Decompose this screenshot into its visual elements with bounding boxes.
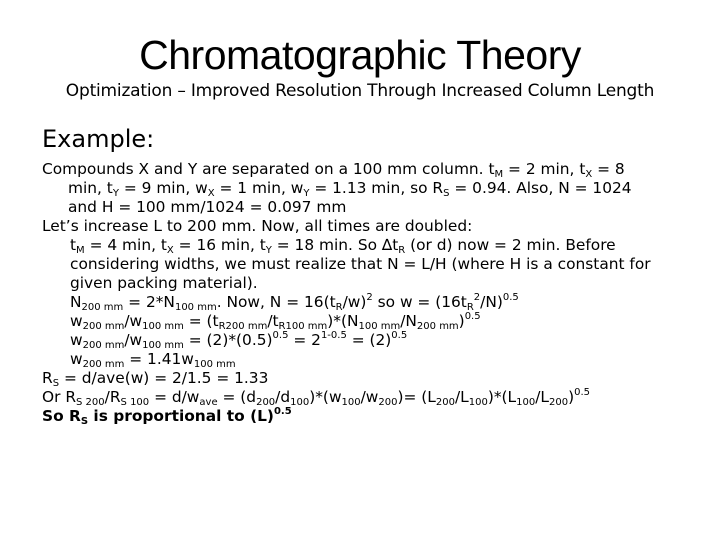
superscript: 0.5 bbox=[502, 292, 519, 303]
text-run: /w bbox=[124, 312, 143, 330]
text-run: = 2 bbox=[288, 331, 321, 349]
text-run: ) bbox=[568, 388, 575, 406]
text-run: = (d bbox=[217, 388, 257, 406]
superscript: 0.5 bbox=[391, 330, 408, 341]
text-run: . Now, N = 16(t bbox=[216, 293, 336, 311]
text-run: so w = (16t bbox=[372, 293, 467, 311]
subscript: 100 bbox=[468, 397, 488, 408]
slide-title: Chromatographic Theory bbox=[139, 32, 581, 78]
text-run: = 8 bbox=[592, 160, 625, 178]
text-run: /N bbox=[400, 312, 417, 330]
text-run: /R bbox=[104, 388, 121, 406]
superscript: 1-0.5 bbox=[320, 330, 347, 341]
text-run: = 2*N bbox=[123, 293, 175, 311]
text-run: /N) bbox=[480, 293, 503, 311]
superscript: 2 bbox=[366, 292, 373, 303]
superscript: 0.5 bbox=[272, 330, 289, 341]
text-run: min, t bbox=[68, 179, 113, 197]
text-run: /w bbox=[360, 388, 379, 406]
subscript: Y bbox=[303, 188, 310, 199]
text-run: N bbox=[70, 293, 82, 311]
text-run: )= (L bbox=[397, 388, 436, 406]
body-line bbox=[42, 312, 682, 331]
body-line bbox=[42, 274, 682, 293]
text-run: = (2) bbox=[346, 331, 392, 349]
subscript: 200 mm bbox=[82, 359, 125, 370]
text-run: /w) bbox=[342, 293, 367, 311]
text-run: t bbox=[70, 236, 77, 254]
subscript: M bbox=[494, 169, 504, 180]
text-run: w bbox=[70, 350, 83, 368]
body-line bbox=[42, 255, 682, 274]
text-run: = 16 min, t bbox=[173, 236, 266, 254]
text-run: is proportional to (L) bbox=[88, 407, 274, 425]
subscript: 100 mm bbox=[174, 302, 217, 313]
text-run: = 2 min, t bbox=[503, 160, 586, 178]
subscript: 100 mm bbox=[193, 359, 236, 370]
subscript: R200 mm bbox=[218, 321, 268, 332]
text-run: = 0.94. Also, N = 1024 bbox=[449, 179, 632, 197]
text-run: = 1.13 min, so R bbox=[309, 179, 444, 197]
text-run: /L bbox=[535, 388, 549, 406]
subscript: Y bbox=[265, 245, 272, 256]
body-line bbox=[42, 160, 682, 179]
text-run: = 9 min, w bbox=[118, 179, 208, 197]
text-run: Compounds X and Y are separated on a 100 mm column. t bbox=[42, 160, 495, 178]
subscript: R bbox=[466, 302, 474, 313]
text-run: /L bbox=[454, 388, 469, 406]
text-run: )*(w bbox=[309, 388, 342, 406]
superscript: 2 bbox=[473, 292, 481, 303]
text-run: = 4 min, t bbox=[84, 236, 167, 254]
text-run: considering widths, we must realize that N = L/H (where H is a constant for bbox=[70, 255, 651, 273]
subscript: 100 bbox=[516, 397, 536, 408]
subscript: R bbox=[398, 245, 406, 256]
text-run: = (2)*(0.5) bbox=[183, 331, 273, 349]
superscript: 0.5 bbox=[464, 311, 481, 322]
superscript: 0.5 bbox=[273, 406, 292, 417]
text-run: w bbox=[70, 331, 83, 349]
subscript: ave bbox=[199, 397, 218, 408]
subscript: S bbox=[443, 188, 450, 199]
superscript: 0.5 bbox=[574, 387, 590, 398]
subscript: S 100 bbox=[120, 397, 150, 408]
text-run: R bbox=[42, 369, 53, 387]
subscript: R100 mm bbox=[278, 321, 328, 332]
text-run: /t bbox=[267, 312, 279, 330]
body-line bbox=[42, 236, 682, 255]
subscript: 200 mm bbox=[82, 340, 125, 351]
subscript: X bbox=[585, 169, 593, 180]
subscript: 100 mm bbox=[142, 321, 184, 332]
text-run: Or R bbox=[42, 388, 77, 406]
body-line bbox=[42, 331, 682, 350]
text-run: /w bbox=[124, 331, 143, 349]
text-run: )*(N bbox=[327, 312, 359, 330]
example-body bbox=[42, 160, 682, 426]
text-run: So R bbox=[42, 407, 81, 425]
body-line bbox=[42, 369, 682, 388]
subscript: 100 mm bbox=[358, 321, 401, 332]
text-run: = 1 min, w bbox=[214, 179, 304, 197]
body-line bbox=[42, 217, 682, 236]
text-run: Let’s increase L to 200 mm. Now, all times are doubled: bbox=[42, 217, 473, 235]
example-heading: Example: bbox=[42, 125, 155, 153]
text-run: ) bbox=[458, 312, 465, 330]
text-run: = (t bbox=[183, 312, 219, 330]
text-run: = d/w bbox=[149, 388, 200, 406]
subscript: 100 mm bbox=[142, 340, 184, 351]
subscript: 200 bbox=[378, 397, 398, 408]
subscript: 200 mm bbox=[416, 321, 459, 332]
text-run: = 1.41w bbox=[124, 350, 194, 368]
text-run: w bbox=[70, 312, 83, 330]
body-line bbox=[42, 293, 682, 312]
subscript: X bbox=[207, 188, 215, 199]
slide-subtitle: Optimization – Improved Resolution Through Increased Column Length bbox=[65, 81, 655, 101]
text-run: )*(L bbox=[487, 388, 517, 406]
body-line bbox=[42, 179, 682, 198]
text-run: = 18 min. So ∆t bbox=[271, 236, 399, 254]
subscript: 200 mm bbox=[82, 321, 125, 332]
subscript: 100 bbox=[290, 397, 310, 408]
subscript: 100 bbox=[341, 397, 361, 408]
subscript: 200 mm bbox=[81, 302, 124, 313]
text-run: /d bbox=[275, 388, 291, 406]
text-run: given packing material). bbox=[70, 274, 258, 292]
subscript: 200 bbox=[435, 397, 455, 408]
subscript: S 200 bbox=[76, 397, 105, 408]
subscript: 200 bbox=[548, 397, 569, 408]
body-line bbox=[42, 198, 682, 217]
body-line bbox=[42, 388, 682, 407]
subscript: 200 bbox=[256, 397, 276, 408]
subscript: S bbox=[80, 416, 89, 427]
text-run: (or d) now = 2 min. Before bbox=[405, 236, 616, 254]
body-line bbox=[42, 350, 682, 369]
subscript: S bbox=[52, 378, 60, 389]
text-run: = d/ave(w) = 2/1.5 = 1.33 bbox=[59, 369, 269, 387]
text-run: and H = 100 mm/1024 = 0.097 mm bbox=[68, 198, 347, 216]
subscript: Y bbox=[112, 188, 119, 199]
subscript: M bbox=[76, 245, 85, 256]
body-line bbox=[42, 407, 682, 426]
subscript: R bbox=[335, 302, 343, 313]
subscript: X bbox=[166, 245, 174, 256]
